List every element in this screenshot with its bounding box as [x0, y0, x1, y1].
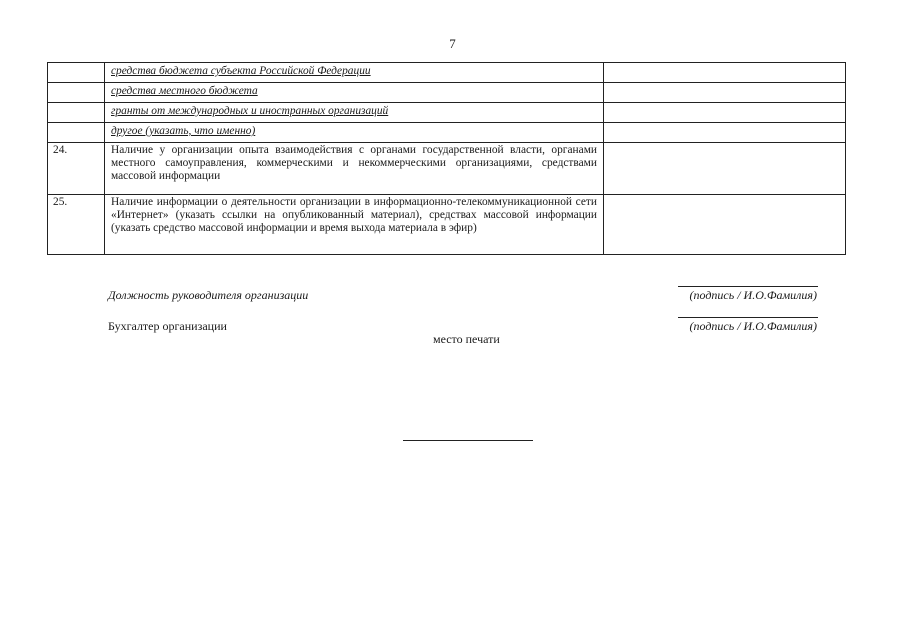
funding-source-cell: [105, 123, 604, 143]
funding-source-cell: [105, 103, 604, 123]
criterion-text-cell: Наличие у организации опыта взаимодействия с органами государственной власти, органами местного самоуправления, коммерческими и некоммерческими организациями, средствами массовой информации: [105, 143, 604, 195]
table-row: [48, 103, 846, 123]
head-signature-hint: (подпись / И.О.Фамилия): [689, 288, 817, 302]
funding-source-label: средства бюджета субъекта Российской Федерации: [111, 65, 371, 77]
value-cell: [604, 103, 846, 123]
table-row: [48, 143, 846, 195]
closing-rule: [403, 440, 533, 441]
seal-place-label: место печати: [433, 332, 500, 346]
head-position-label: Должность руководителя организации: [108, 288, 309, 302]
value-cell: [604, 123, 846, 143]
form-table: [47, 62, 846, 255]
accountant-label: Бухгалтер организации: [108, 319, 227, 333]
row-number-cell: [48, 83, 105, 103]
table-row: [48, 123, 846, 143]
value-cell: [604, 63, 846, 83]
accountant-signature-hint: (подпись / И.О.Фамилия): [689, 319, 817, 333]
funding-source-label: гранты от международных и иностранных организаций: [111, 105, 389, 117]
accountant-signature-line: [678, 317, 818, 318]
row-number-cell: [48, 63, 105, 83]
table-row: [48, 63, 846, 83]
head-signature-line: [678, 286, 818, 287]
value-cell: [604, 195, 846, 255]
criterion-text-cell: Наличие информации о деятельности организации в информационно-телекоммуникационной сети «Интернет» (указать ссылки на опубликованный материал), средствах массовой информации (указать средство массовой информации и время выхода материала в эфир): [105, 195, 604, 255]
table-row: [48, 83, 846, 103]
value-cell: [604, 143, 846, 195]
funding-source-label: другое (указать, что именно): [111, 125, 256, 137]
row-number-cell: 24.: [48, 143, 105, 195]
row-number-cell: 25.: [48, 195, 105, 255]
value-cell: [604, 83, 846, 103]
row-number-cell: [48, 103, 105, 123]
funding-source-cell: [105, 63, 604, 83]
row-number-cell: [48, 123, 105, 143]
table-row: [48, 195, 846, 255]
page-number: 7: [449, 36, 456, 51]
funding-source-label: средства местного бюджета: [111, 85, 258, 97]
funding-source-cell: [105, 83, 604, 103]
